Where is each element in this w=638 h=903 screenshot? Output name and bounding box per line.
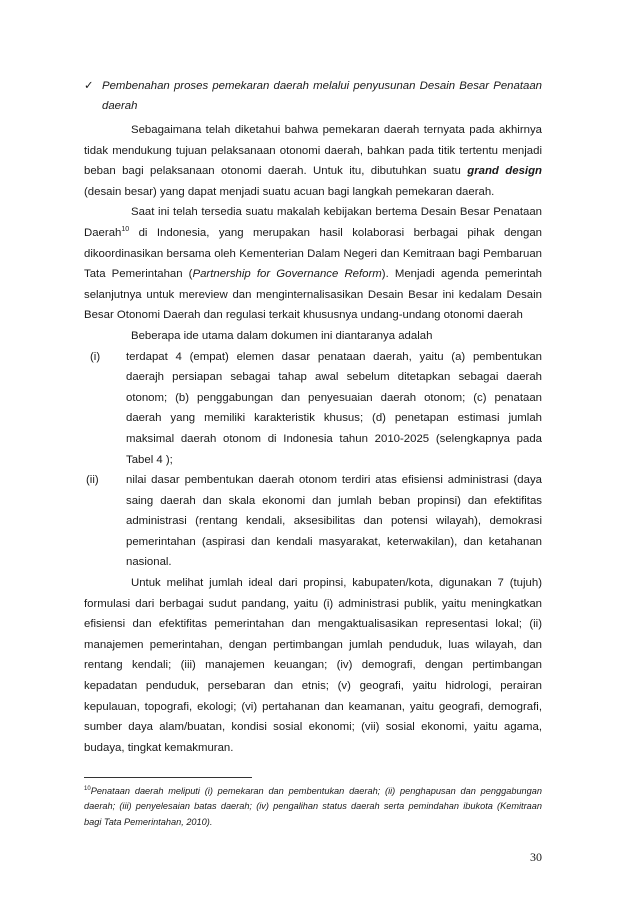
checkmark-icon: ✓ (84, 80, 94, 92)
paragraph-2-text-end: ). Menjadi agenda pemerintah selanjutnya untuk mereview dan menginternalisasikan Desain Besar ini kedalam Desain Besar Otonomi Daerah dan regulasi terkait khususnya undang-undang otonomi daerah (84, 268, 542, 322)
section-heading-text: Pembenahan proses pemekaran daerah melalui penyusunan Desain Besar Penataan daerah (102, 80, 542, 112)
list-item-text: terdapat 4 (empat) elemen dasar penataan daerah, yaitu (a) pembentukan daerajh persiapan sebagai tahap awal sebelum ditetapkan sebagai daerah otonom; (b) penggabungan dan penyesuaian daerah otonom; (c) penataan daerah yang memiliki karakteristik khusus; (d) penetapan estimasi jumlah maksimal daerah otonom di Indonesia tahun 2010-2025 (selengkapnya pada Tabel 4 ); (126, 350, 542, 466)
grand-design-emphasis: grand design (467, 165, 543, 178)
page-body (84, 76, 542, 758)
main-ideas-list (84, 347, 542, 574)
paragraph-4: Untuk melihat jumlah ideal dari propinsi, kabupaten/kota, digunakan 7 (tujuh) formulasi dari berbagai sudut pandang, yaitu (i) administrasi publik, yaitu meningkatkan efisiensi dan efektifitas pemerintahan dan mengaktualisasikan representasi lokal; (ii) manajemen pemerintahan, dengan pertimbangan jumlah penduduk, luas wilayah, dan rentang kendali; (iii) manajemen keuangan; (iv) demografi, dengan pertimbangan kepadatan penduduk, persebaran dan etnis; (v) geografi, yaitu hidrologi, perairan kepulauan, topografi, ekologi; (vi) pertahanan dan keamanan, yaitu geografi, demografi, sumber daya alam/buatan, kondisi sosial ekonomi; (vii) sosial ekonomi, yaitu agama, budaya, tingkat kemakmuran. (84, 577, 542, 754)
paragraph-3: Beberapa ide utama dalam dokumen ini diantaranya adalah (131, 329, 433, 342)
paragraph-2-text: Saat ini telah tersedia suatu makalah kebijakan bertema Desain Besar Penataan Daerah (84, 206, 542, 239)
page-number: 30 (530, 850, 542, 864)
list-item (84, 470, 542, 573)
list-item-text: nilai dasar pembentukan daerah otonom terdiri atas efisiensi administrasi (daya saing daerah dan skala ekonomi dan jumlah beban propinsi) dan efektifitas administrasi (rentang kendali, aksesibilitas dan potensi wilayah), demokrasi pemerintahan (aspirasi dan kendali masyarakat, keterwakilan), dan ketahanan nasional. (126, 474, 542, 569)
footnote-divider (84, 777, 252, 778)
paragraph-1-text: Sebagaimana telah diketahui bahwa pemekaran daerah ternyata pada akhirnya tidak mendukung tujuan pelaksanaan otonomi daerah, bahkan pada titik tertentu menjadi beban bagi pelaksanaan otonomi daerah. Untuk itu, dibutuhkan suatu (84, 124, 542, 178)
footnote-reference[interactable]: 10 (121, 226, 130, 234)
footnote-number: 10 (84, 785, 91, 792)
list-item-number: (ii) (86, 474, 99, 487)
list-item (84, 347, 542, 471)
partnership-emphasis: Partnership for Governance Reform (192, 268, 382, 281)
paragraph-2-text-middle: di Indonesia, yang merupakan hasil kolaborasi berbagai pihak dengan dikoordinasikan bersama oleh Kementerian Dalam Negeri dan Kemitraan bagi Pembaruan Tata Pemerintahan ( (84, 226, 542, 281)
footnote-text: Penataan daerah meliputi (i) pemekaran dan pembentukan daerah; (ii) penghapusan dan penggabungan daerah; (iii) penyelesaian batas daerah; (iv) pengalihan status daerah serta pemindahan ibukota (Kemitraan bagi Tata Pemerintahan, 2010). (84, 786, 542, 827)
list-item-number: (i) (90, 350, 101, 363)
paragraph-1-text-end: (desain besar) yang dapat menjadi suatu acuan bagi langkah pemekaran daerah. (84, 185, 495, 198)
footnote (84, 784, 542, 830)
section-heading (84, 76, 542, 116)
paragraph-2 (84, 202, 542, 326)
paragraph-1 (84, 120, 542, 202)
